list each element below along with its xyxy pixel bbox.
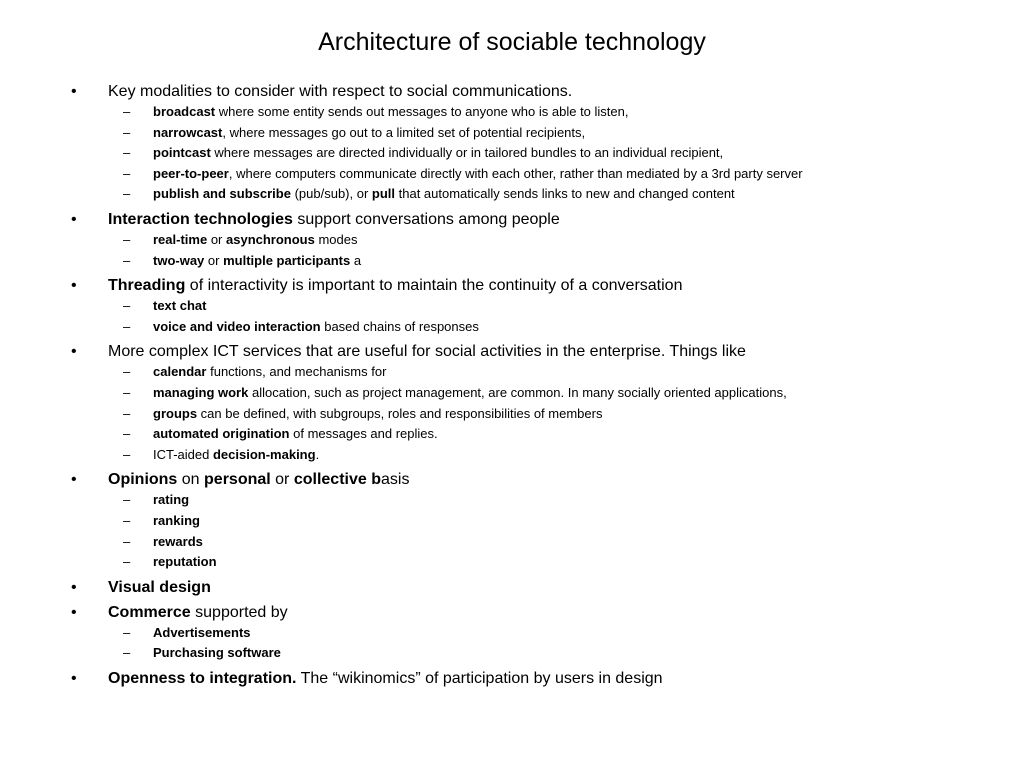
- bold-run: text chat: [153, 298, 207, 314]
- text-run: based chains of responses: [320, 318, 479, 334]
- bullet-item: [0, 668, 1024, 689]
- text-run: ICT-aided: [153, 446, 213, 462]
- sub-bullet-marker: –: [123, 186, 131, 202]
- bold-run: Commerce: [108, 603, 191, 621]
- text-run: or: [204, 252, 224, 268]
- bold-run: real-time: [153, 231, 208, 247]
- sub-bullet-marker: –: [123, 318, 131, 334]
- bold-run: peer-to-peer: [153, 165, 229, 181]
- sub-bullet-item: [0, 362, 1024, 383]
- bullet-item: [0, 209, 1024, 230]
- sub-bullet-text: [153, 552, 217, 573]
- bullet-marker: •: [71, 578, 77, 596]
- sub-bullet-item: [0, 184, 1024, 205]
- bold-run: asynchronous: [226, 231, 315, 247]
- sub-bullet-item: [0, 445, 1024, 466]
- sub-bullet-marker: –: [123, 231, 131, 247]
- sub-bullet-text: [153, 445, 319, 466]
- bold-run: ranking: [153, 512, 200, 528]
- bold-run: Openness to integration.: [108, 669, 297, 687]
- text-run: support conversations among people: [292, 210, 560, 228]
- sub-bullet-item: [0, 552, 1024, 573]
- bold-run: two-way: [153, 252, 205, 268]
- sub-bullet-text: [153, 296, 206, 317]
- sub-bullet-marker: –: [123, 384, 131, 400]
- bullet-item: [0, 469, 1024, 490]
- sub-bullet-text: [153, 184, 735, 205]
- sub-bullet-item: [0, 383, 1024, 404]
- bold-run: publish and subscribe: [153, 186, 291, 202]
- text-run: where messages are directed individually or in tailored bundles to an individual recipient,: [210, 145, 724, 161]
- sub-bullet-item: [0, 317, 1024, 338]
- bold-run: reputation: [153, 554, 217, 570]
- bullet-marker: •: [71, 343, 77, 361]
- bullet-text: [108, 469, 409, 490]
- bullet-marker: •: [71, 669, 77, 687]
- sub-bullet-item: [0, 490, 1024, 511]
- sub-bullet-text: [153, 490, 189, 511]
- bullet-text: [108, 275, 682, 296]
- text-run: , where messages go out to a limited set of potential recipients,: [222, 124, 586, 140]
- sub-bullet-item: [0, 643, 1024, 664]
- text-run: Key modalities to consider with respect to social communications.: [108, 83, 573, 100]
- text-run: More complex ICT services that are useful for social activities in the enterprise. Things like: [108, 343, 746, 361]
- bold-run: Advertisements: [153, 624, 251, 640]
- sub-bullet-item: [0, 296, 1024, 317]
- sub-bullet-text: [153, 317, 479, 338]
- text-run: The “wikinomics” of participation by users in design: [296, 669, 663, 687]
- text-run: .: [315, 446, 320, 462]
- bold-run: Opinions: [108, 471, 178, 489]
- sub-bullet-text: [153, 643, 281, 664]
- text-run: where some entity sends out messages to anyone who is able to listen,: [215, 104, 629, 119]
- sub-bullet-text: [153, 623, 251, 644]
- sub-bullet-item: [0, 164, 1024, 185]
- bold-run: Threading: [108, 277, 186, 295]
- bullet-marker: •: [71, 83, 77, 100]
- bold-run: voice and video interaction: [153, 318, 321, 334]
- sub-bullet-text: [153, 102, 628, 123]
- sub-bullet-marker: –: [123, 554, 131, 570]
- sub-bullet-marker: –: [123, 145, 131, 161]
- bullet-text: [108, 668, 663, 689]
- sub-bullet-text: [153, 383, 787, 404]
- text-run: functions, and mechanisms for: [206, 364, 387, 380]
- bold-run: Interaction technologies: [108, 210, 293, 228]
- sub-bullet-text: [153, 532, 203, 553]
- text-run: that automatically sends links to new and changed content: [395, 186, 735, 202]
- slide-title: Architecture of sociable technology: [318, 28, 706, 56]
- text-run: or: [270, 471, 294, 489]
- text-run: of messages and replies.: [289, 426, 438, 442]
- bold-run: broadcast: [153, 104, 216, 119]
- text-run: of interactivity is important to maintain the continuity of a conversation: [185, 277, 683, 295]
- sub-bullet-marker: –: [123, 426, 131, 442]
- bold-run: pointcast: [153, 145, 211, 161]
- text-run: can be defined, with subgroups, roles and responsibilities of members: [197, 405, 603, 421]
- bullet-item: [0, 577, 1024, 598]
- text-run: or: [207, 231, 226, 247]
- sub-bullet-item: [0, 532, 1024, 553]
- sub-bullet-marker: –: [123, 492, 131, 508]
- bold-run: personal: [204, 471, 271, 489]
- sub-bullet-item: [0, 511, 1024, 532]
- bold-run: pull: [371, 186, 396, 202]
- sub-bullet-text: [153, 362, 386, 383]
- sub-bullet-item: [0, 404, 1024, 425]
- bullet-text: [108, 209, 560, 230]
- bold-run: Purchasing software: [153, 645, 281, 661]
- sub-bullet-marker: –: [123, 124, 131, 140]
- bullet-marker: •: [71, 277, 77, 295]
- bold-run: groups: [153, 405, 198, 421]
- sub-bullet-marker: –: [123, 624, 131, 640]
- sub-bullet-text: [153, 404, 602, 425]
- sub-bullet-marker: –: [123, 533, 131, 549]
- bullet-marker: •: [71, 471, 77, 489]
- sub-bullet-item: [0, 424, 1024, 445]
- bullet-text: [108, 341, 746, 362]
- sub-bullet-item: [0, 102, 1024, 123]
- bold-run: decision-making: [212, 446, 316, 462]
- bullet-item: [0, 81, 1024, 102]
- sub-bullet-item: [0, 143, 1024, 164]
- sub-bullet-item: [0, 251, 1024, 272]
- sub-bullet-text: [153, 511, 200, 532]
- bullet-item: [0, 602, 1024, 623]
- text-run: modes: [314, 231, 358, 247]
- sub-bullet-marker: –: [123, 405, 131, 421]
- bullet-text: [108, 602, 288, 623]
- sub-bullet-marker: –: [123, 104, 131, 119]
- text-run: a: [350, 252, 362, 268]
- bold-run: Visual design: [108, 578, 211, 596]
- bold-run: narrowcast: [153, 124, 223, 140]
- sub-bullet-marker: –: [123, 364, 131, 380]
- bullet-text: [108, 81, 572, 102]
- sub-bullet-marker: –: [123, 298, 131, 314]
- bold-run: calendar: [153, 364, 207, 380]
- sub-bullet-text: [153, 230, 358, 251]
- text-run: allocation, such as project management, are common. In many socially oriented applications,: [248, 384, 787, 400]
- text-run: supported by: [190, 603, 288, 621]
- sub-bullet-item: [0, 123, 1024, 144]
- sub-bullet-text: [153, 143, 723, 164]
- text-run: (pub/sub), or: [290, 186, 372, 202]
- bold-run: managing work: [153, 384, 249, 400]
- sub-bullet-text: [153, 164, 803, 185]
- bullet-marker: •: [71, 210, 77, 228]
- sub-bullet-marker: –: [123, 252, 131, 268]
- sub-bullet-item: [0, 623, 1024, 644]
- sub-bullet-marker: –: [123, 165, 131, 181]
- sub-bullet-text: [153, 251, 361, 272]
- bold-run: multiple participants: [223, 252, 351, 268]
- sub-bullet-text: [153, 424, 438, 445]
- bold-run: collective b: [293, 471, 381, 489]
- text-run: on: [177, 471, 205, 489]
- bold-run: rating: [153, 492, 190, 508]
- sub-bullet-marker: –: [123, 446, 131, 462]
- bold-run: rewards: [153, 533, 203, 549]
- bullet-marker: •: [71, 603, 77, 621]
- bullet-item: [0, 275, 1024, 296]
- bullet-text: [108, 577, 211, 598]
- bold-run: automated origination: [153, 426, 290, 442]
- sub-bullet-marker: –: [123, 645, 131, 661]
- text-run: , where computers communicate directly with each other, rather than mediated by a 3rd party server: [228, 165, 803, 181]
- sub-bullet-item: [0, 230, 1024, 251]
- text-run: asis: [380, 471, 410, 489]
- sub-bullet-text: [153, 123, 585, 144]
- bullet-list: [0, 81, 1024, 689]
- sub-bullet-marker: –: [123, 512, 131, 528]
- bullet-item: [0, 341, 1024, 362]
